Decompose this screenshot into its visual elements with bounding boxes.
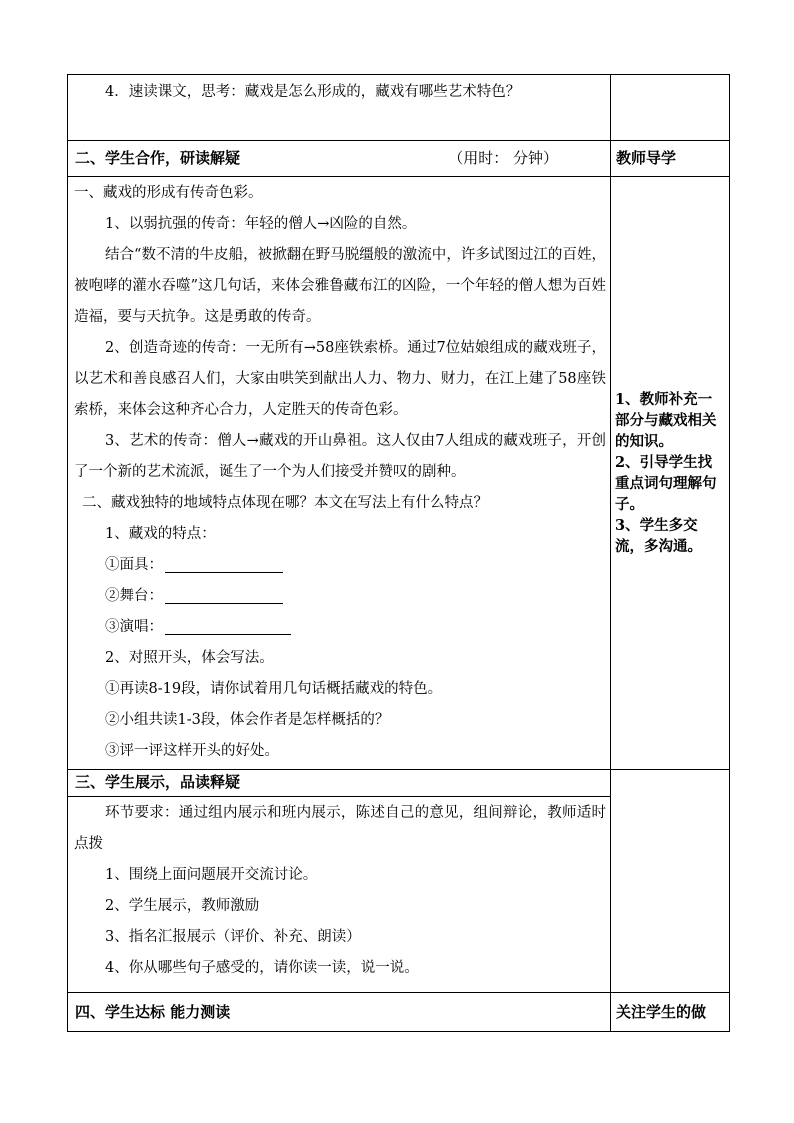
stage-blank[interactable]	[165, 588, 283, 604]
section3-line-1: 环节要求：通过组内展示和班内展示，陈述自己的意见，组间辩论，教师适时点拨	[74, 805, 606, 852]
row-section2-body	[68, 177, 730, 770]
preview-question-cell	[68, 75, 611, 141]
section2-line-6: 二、藏戏独特的地域特点体现在哪？本文在写法上有什么特点？	[82, 495, 488, 511]
section2-line-5: 3、艺术的传奇：僧人→藏戏的开山鼻祖。这人仅由7人组成的藏戏班子，开创了一个新的艺术流派，诞生了一个为人们接受并赞叹的剧种。	[74, 433, 606, 480]
section4-cell	[68, 993, 611, 1032]
fill-in-singing: ③演唱：	[68, 612, 610, 643]
section2-line-11: 2、对照开头，体会写法。	[105, 650, 274, 666]
teacher-note-3: 3、学生多交流，多沟通。	[615, 517, 702, 555]
section2-side-notes-cell	[611, 177, 730, 770]
row-section4	[68, 993, 730, 1032]
teacher-note-1: 1、教师补充一部分与藏戏相关的知识。	[615, 391, 717, 450]
section2-side-header-cell	[611, 141, 730, 177]
section2-line-4: 2、创造奇迹的传奇：一无所有→58座铁索桥。通过7位姑娘组成的藏戏班子，以艺术和善良感召人们，大家由哄笑到献出人力、物力、财力，在江上建了58座铁索桥，来体会这种齐心合力，人定胜天的传奇色彩。	[74, 340, 606, 418]
lesson-plan-page	[67, 74, 727, 1032]
section4-side-title: 关注学生的做	[616, 1003, 707, 1021]
section3-title: 三、学生展示，品读释疑	[75, 773, 241, 791]
section3-line-3: 2、学生展示，教师激励	[105, 898, 260, 914]
section3-body-cell	[68, 797, 611, 993]
section2-line-12: ①再读8-19段，请你试着用几句话概括藏戏的特色。	[105, 681, 443, 697]
section2-line-2: 1、以弱抗强的传奇：年轻的僧人→凶险的自然。	[105, 216, 417, 232]
row-section3-header	[68, 770, 730, 797]
section3-header-cell	[68, 770, 611, 797]
section2-line-14: ③评一评这样开头的好处。	[105, 743, 279, 759]
teacher-note-2: 2、引导学生找重点词句理解句子。	[615, 454, 717, 513]
section3-line-2: 1、围绕上面问题展开交流讨论。	[105, 867, 318, 883]
section3-side-cell	[611, 770, 730, 993]
section2-side-title: 教师导学	[616, 149, 677, 167]
row-section2-header	[68, 141, 730, 177]
section4-title: 四、学生达标 能力测读	[75, 1003, 231, 1021]
singing-blank[interactable]	[165, 619, 291, 635]
fill-in-mask: ①面具：	[68, 550, 610, 581]
section2-line-7: 1、藏戏的特点：	[105, 526, 216, 542]
section2-timing: （用时： 分钟）	[448, 149, 558, 167]
section2-header-cell	[68, 141, 611, 177]
preview-question-text: 4．速读课文，思考：藏戏是怎么形成的，藏戏有哪些艺术特色？	[105, 84, 521, 100]
section2-title	[68, 141, 610, 175]
mask-blank[interactable]	[165, 557, 283, 573]
section2-title-text: 二、学生合作，研读解疑	[75, 149, 241, 167]
section4-side-cell	[611, 993, 730, 1032]
section3-line-4: 3、指名汇报展示（评价、补充、朗读）	[105, 929, 361, 945]
teacher-guidance-notes	[611, 389, 729, 557]
row-preview-question	[68, 75, 730, 141]
lesson-plan-table	[67, 74, 730, 1032]
section2-line-3: 结合“数不清的牛皮船，被掀翻在野马脱缰般的激流中，许多试图过江的百姓，被咆哮的灌水吞噬”这几句话，来体会雅鲁藏布江的凶险，一个年轻的僧人想为百姓造福，要与天抗争。这是勇敢的传奇。	[74, 247, 606, 325]
section2-body-cell	[68, 177, 611, 770]
fill-in-stage: ②舞台：	[68, 581, 610, 612]
section3-line-5: 4、你从哪些句子感受的，请你读一读，说一说。	[105, 960, 419, 976]
section2-line-13: ②小组共读1-3段，体会作者是怎样概括的？	[105, 712, 390, 728]
section2-line-1: 一、藏戏的形成有传奇色彩。	[74, 185, 263, 201]
preview-side-cell	[611, 75, 730, 141]
